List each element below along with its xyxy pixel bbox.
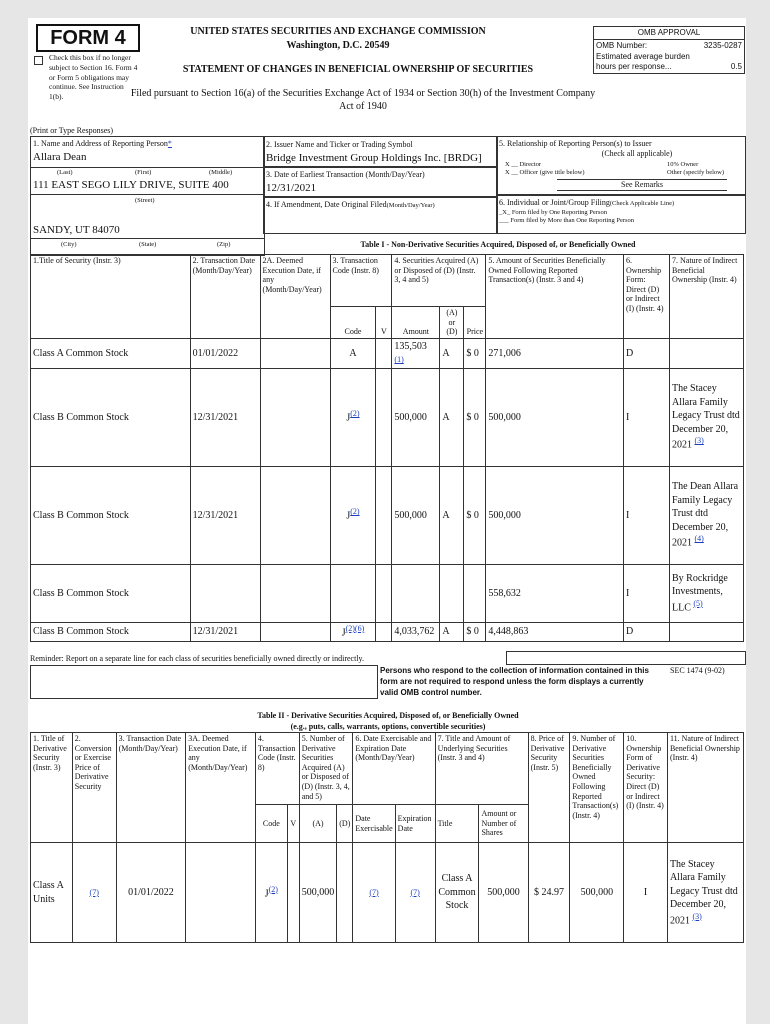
- t1-header-deemed: 2A. Deemed Execution Date, if any (Month/Day/Year): [260, 255, 330, 339]
- footnote-link[interactable]: (7): [89, 887, 99, 897]
- footnote-link[interactable]: (1): [394, 355, 404, 365]
- form-title: FORM 4: [36, 24, 140, 52]
- acquired-a: 500,000: [299, 843, 337, 943]
- v-flag: [376, 622, 392, 641]
- v-flag: [376, 368, 392, 466]
- t2-header-deemed: 3A. Deemed Execution Date, if any (Month/Day/Year): [186, 733, 256, 843]
- footnote-link[interactable]: (2): [350, 507, 360, 517]
- t2-sub-expiration: Expiration Date: [395, 805, 435, 843]
- security-title: Class B Common Stock: [31, 466, 191, 564]
- amendment-sublabel: (Month/Day/Year): [386, 202, 435, 209]
- ownership-form: I: [624, 466, 670, 564]
- v-flag: [376, 338, 392, 368]
- nature-of-ownership: The Stacey Allara Family Legacy Trust dtd December 20, 2021: [669, 858, 738, 926]
- ownership-form: I: [624, 843, 668, 943]
- amount: 4,033,762: [392, 622, 440, 641]
- t2-sub-amount: Amount or Number of Shares: [479, 805, 528, 843]
- price: $ 0: [464, 466, 486, 564]
- t2-header-conversion: 2. Conversion or Exercise Price of Derivative Security: [72, 733, 116, 843]
- checkbox-text: Check this box if no longer subject to Section 16. Form 4 or Form 5 obligations may continue. See Instruction 1(b).: [49, 53, 138, 101]
- box-issuer: [263, 136, 498, 168]
- relationship-label: 5. Relationship of Reporting Person(s) to Issuer: [499, 139, 652, 148]
- deemed-date: [260, 466, 330, 564]
- see-remarks: See Remarks: [557, 179, 727, 191]
- transaction-code: A: [330, 338, 376, 368]
- table1-title: Table I - Non-Derivative Securities Acquired, Disposed of, or Beneficially Owned: [360, 240, 636, 249]
- disposed-d: [337, 843, 353, 943]
- form-page: [28, 18, 746, 1024]
- v-flag: [376, 466, 392, 564]
- amount: 135,503: [394, 340, 427, 352]
- underlying-title: Class A Common Stock: [435, 843, 479, 943]
- state-label: (State): [139, 241, 157, 248]
- last-label: (Last): [57, 169, 73, 176]
- t1-sub-price: Price: [464, 307, 486, 339]
- t2-sub-exercisable: Date Exercisable: [353, 805, 395, 843]
- deemed-date: [260, 338, 330, 368]
- t2-header-owned: 9. Number of Derivative Securities Beneficially Owned Following Reported Transaction(s) (Instr. 4): [570, 733, 624, 843]
- amendment-label: 4. If Amendment, Date Original Filed: [266, 200, 387, 209]
- t2-sub-code: Code: [255, 805, 287, 843]
- omb-title: OMB APPROVAL: [594, 27, 744, 40]
- reminder-text: Reminder: Report on a separate line for each class of securities beneficially owned directly or indirectly.: [30, 654, 365, 663]
- box-amendment: [263, 196, 498, 234]
- table-row: [31, 466, 744, 564]
- amount-owned: 500,000: [486, 466, 624, 564]
- transaction-code: J: [341, 627, 346, 639]
- price: $ 0: [464, 368, 486, 466]
- t2-header-nature: 11. Nature of Indirect Beneficial Ownership (Instr. 4): [667, 733, 743, 843]
- deemed-date: [260, 564, 330, 622]
- street-address: 111 EAST SEGO LILY DRIVE, SUITE 400: [33, 179, 229, 191]
- table2-title: Table II - Derivative Securities Acquired, Disposed of, or Beneficially Owned: [257, 711, 519, 720]
- footnote-link[interactable]: (2): [268, 884, 278, 894]
- omb-hours-value: 0.5: [730, 61, 742, 71]
- other-option[interactable]: Other (specify below): [667, 169, 725, 176]
- security-title: Class B Common Stock: [31, 564, 191, 622]
- t2-sub-title: Title: [435, 805, 479, 843]
- amount: 500,000: [392, 368, 440, 466]
- t1-header-title: 1.Title of Security (Instr. 3): [31, 255, 191, 339]
- a-or-d: A: [440, 368, 464, 466]
- transaction-date: 12/31/2021: [190, 466, 260, 564]
- a-or-d: A: [440, 338, 464, 368]
- t1-sub-amount: Amount: [392, 307, 440, 339]
- agency-line2: Washington, D.C. 20549: [286, 40, 390, 51]
- t2-header-date: 3. Transaction Date (Month/Day/Year): [116, 733, 186, 843]
- price: $ 0: [464, 338, 486, 368]
- sec-code: SEC 1474 (9-02): [670, 666, 725, 675]
- amount-owned: 500,000: [486, 368, 624, 466]
- t2-header-code: 4. Transaction Code (Instr. 8): [255, 733, 299, 805]
- officer-option[interactable]: X __ Officer (give title below): [505, 169, 585, 176]
- underlying-amount: 500,000: [479, 843, 528, 943]
- t2-header-title: 1. Title of Derivative Security (Instr. 3): [31, 733, 73, 843]
- box-filing-type: [496, 194, 746, 234]
- ten-percent-owner-option[interactable]: 10% Owner: [667, 161, 699, 168]
- persons-notice: Persons who respond to the collection of information contained in this form are not required to respond unless the form displays a currently valid OMB control number.: [380, 666, 649, 697]
- t1-sub-aord: (A) or (D): [440, 307, 464, 339]
- nature-of-ownership: By Rockridge Investments, LLC: [672, 572, 728, 614]
- footnote-link[interactable]: (7): [410, 887, 420, 897]
- director-option[interactable]: X __ Director: [505, 161, 542, 168]
- transaction-code: J: [264, 887, 269, 899]
- v-flag: [376, 564, 392, 622]
- v-flag: [287, 843, 299, 943]
- t2-sub-v: V: [287, 805, 299, 843]
- agency-line1: UNITED STATES SECURITIES AND EXCHANGE COMMISSION: [190, 26, 486, 37]
- a-or-d: A: [440, 622, 464, 641]
- deemed-date: [260, 368, 330, 466]
- box-reporting-person: [30, 136, 265, 256]
- filing-more-persons[interactable]: ___ Form filed by More than One Reporting Person: [499, 217, 635, 224]
- box1-star-link[interactable]: *: [167, 139, 172, 148]
- filing-one-person[interactable]: _X_ Form filed by One Reporting Person: [499, 209, 607, 216]
- t2-sub-a: (A): [299, 805, 337, 843]
- derivative-table: [30, 732, 744, 943]
- omb-number-value: 3235-0287: [703, 41, 742, 50]
- ownership-form: I: [624, 368, 670, 466]
- filing-sublabel: (Check Applicable Line): [609, 200, 675, 207]
- footnote-link[interactable]: (3): [694, 436, 704, 446]
- t2-sub-d: (D): [337, 805, 353, 843]
- statement-title: STATEMENT OF CHANGES IN BENEFICIAL OWNERSHIP OF SECURITIES: [182, 64, 534, 75]
- footnote-link[interactable]: (7): [369, 887, 379, 897]
- issuer-label: 2. Issuer Name and Ticker or Trading Symbol: [266, 140, 413, 149]
- derivative-owned: 500,000: [570, 843, 624, 943]
- reporting-person-name: Allara Dean: [33, 151, 87, 163]
- first-label: (First): [135, 169, 152, 176]
- earliest-date-value: 12/31/2021: [266, 182, 317, 194]
- transaction-code: J: [346, 412, 351, 424]
- security-title: Class B Common Stock: [31, 368, 191, 466]
- table-row: [31, 843, 744, 943]
- non-derivative-table: [30, 254, 744, 642]
- transaction-date: 12/31/2021: [190, 622, 260, 641]
- filed-pursuant: Filed pursuant to Section 16(a) of the Securities Exchange Act of 1934 or Section 30(h) of the Investment Company Act of 1940: [130, 88, 596, 112]
- earliest-date-label: 3. Date of Earliest Transaction (Month/Day/Year): [266, 170, 425, 179]
- omb-number-label: OMB Number:: [596, 41, 648, 50]
- nature-of-ownership: [670, 338, 744, 368]
- t1-header-date: 2. Transaction Date (Month/Day/Year): [190, 255, 260, 339]
- box-relationship: [496, 136, 746, 196]
- sec-blank-box: [506, 651, 746, 665]
- t2-header-number: 5. Number of Derivative Securities Acquired (A) or Disposed of (D) (Instr. 3, 4, and 5): [299, 733, 353, 805]
- transaction-date: 01/01/2022: [190, 338, 260, 368]
- filing-label: 6. Individual or Joint/Group Filing: [499, 198, 610, 207]
- price: $ 0: [464, 622, 486, 641]
- t1-header-owned: 5. Amount of Securities Beneficially Owned Following Reported Transaction(s) (Instr. 3 and 4): [486, 255, 624, 339]
- amount-owned: 271,006: [486, 338, 624, 368]
- transaction-date: 01/01/2022: [116, 843, 186, 943]
- a-or-d: [440, 564, 464, 622]
- transaction-date: [190, 564, 260, 622]
- zip-label: (Zip): [217, 241, 231, 248]
- amount: 500,000: [392, 466, 440, 564]
- ownership-form: D: [624, 338, 670, 368]
- issuer-name: Bridge Investment Group Holdings Inc. [BRDG]: [266, 152, 482, 164]
- t1-header-nature: 7. Nature of Indirect Beneficial Ownership (Instr. 4): [670, 255, 744, 339]
- ownership-form: I: [624, 564, 670, 622]
- derivative-price: $ 24.97: [528, 843, 570, 943]
- table-row: [31, 622, 744, 641]
- amount-owned: 4,448,863: [486, 622, 624, 641]
- print-or-type: (Print or Type Responses): [30, 126, 114, 135]
- t2-header-form: 10. Ownership Form of Derivative Security: Direct (D) or Indirect (I) (Instr. 4): [624, 733, 668, 843]
- t1-header-acquired: 4. Securities Acquired (A) or Disposed of (D) (Instr. 3, 4 and 5): [392, 255, 486, 307]
- nature-of-ownership: The Dean Allara Family Legacy Trust dtd December 20, 2021: [672, 481, 739, 549]
- nature-of-ownership: The Stacey Allara Family Legacy Trust dtd December 20, 2021: [672, 383, 740, 451]
- table-row: [31, 338, 744, 368]
- deemed-date: [186, 843, 256, 943]
- footnote-link[interactable]: (2): [350, 409, 360, 419]
- reminder-blank-box: [30, 665, 378, 699]
- derivative-title: Class A Units: [31, 843, 73, 943]
- omb-burden-label: Estimated average burden: [596, 52, 690, 61]
- omb-hours-label: hours per response...: [596, 61, 672, 71]
- omb-approval-box: [593, 26, 745, 74]
- middle-label: (Middle): [209, 169, 233, 176]
- amount-owned: 558,632: [486, 564, 624, 622]
- transaction-code: [330, 564, 376, 622]
- city-label: (City): [61, 241, 77, 248]
- transaction-code: J: [346, 510, 351, 522]
- deemed-date: [260, 622, 330, 641]
- amount: [392, 564, 440, 622]
- t1-header-form: 6. Ownership Form: Direct (D) or Indirect (I) (Instr. 4): [624, 255, 670, 339]
- nature-of-ownership: [670, 622, 744, 641]
- footnote-link[interactable]: (2)(6): [345, 623, 365, 633]
- t1-header-code: 3. Transaction Code (Instr. 8): [330, 255, 392, 307]
- transaction-date: 12/31/2021: [190, 368, 260, 466]
- relationship-sub: (Check all applicable): [601, 149, 673, 158]
- table-row: [31, 368, 744, 466]
- footnote-link[interactable]: (3): [692, 911, 702, 921]
- t2-header-exercisable: 6. Date Exercisable and Expiration Date (Month/Day/Year): [353, 733, 435, 805]
- box-earliest-transaction: [263, 166, 498, 198]
- footnote-link[interactable]: (4): [694, 534, 704, 544]
- city-state-zip: SANDY, UT 84070: [33, 224, 120, 236]
- t1-sub-code: Code: [330, 307, 376, 339]
- table2-subtitle: (e.g., puts, calls, warrants, options, convertible securities): [290, 722, 486, 731]
- a-or-d: A: [440, 466, 464, 564]
- t1-sub-v: V: [376, 307, 392, 339]
- ownership-form: D: [624, 622, 670, 641]
- box1-label: 1. Name and Address of Reporting Person: [33, 139, 168, 148]
- street-label: (Street): [135, 197, 155, 204]
- table-row: [31, 564, 744, 622]
- no-longer-subject-checkbox[interactable]: [34, 56, 43, 65]
- security-title: Class B Common Stock: [31, 622, 191, 641]
- t2-header-underlying: 7. Title and Amount of Underlying Securities (Instr. 3 and 4): [435, 733, 528, 805]
- security-title: Class A Common Stock: [31, 338, 191, 368]
- t2-header-price: 8. Price of Derivative Security (Instr. 5): [528, 733, 570, 843]
- footnote-link[interactable]: (5): [693, 598, 703, 608]
- price: [464, 564, 486, 622]
